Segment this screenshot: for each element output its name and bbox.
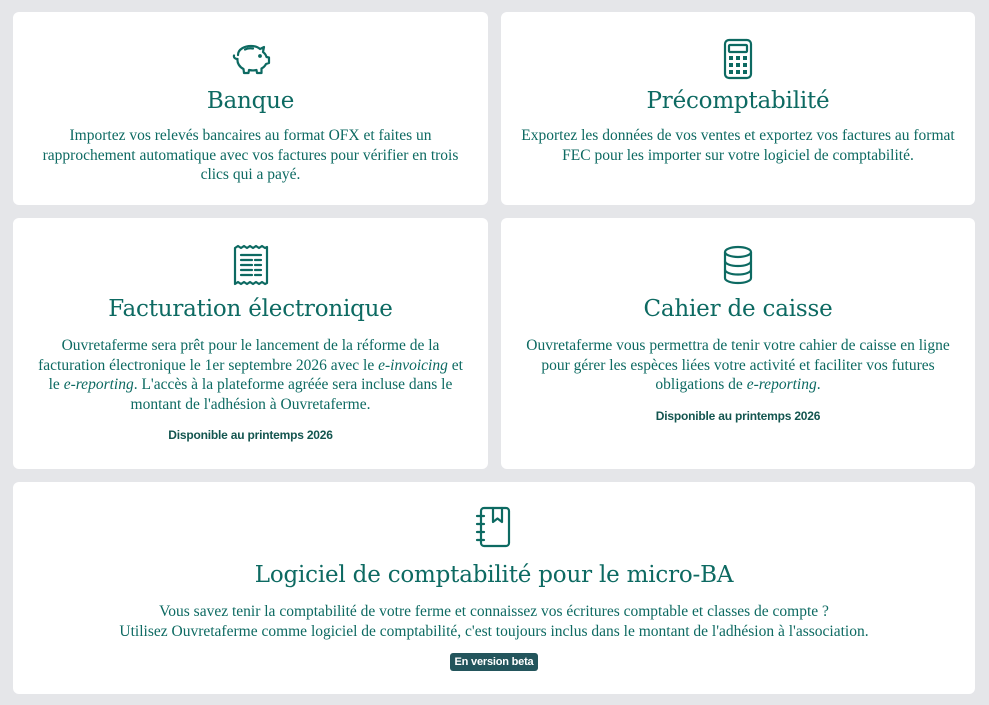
card-description-line-1: Vous savez tenir la comptabilité de votre ferme et connaissez vos écritures comptable et classes de compte ? — [159, 603, 829, 620]
card-description — [521, 336, 955, 395]
desc-emphasis-e-invoicing: e-invoicing — [378, 356, 448, 374]
piggy-bank-icon — [230, 38, 272, 80]
card-title: Cahier de caisse — [643, 296, 833, 322]
feature-card-facturation — [13, 218, 488, 469]
desc-emphasis-e-reporting: e-reporting — [63, 376, 134, 393]
card-description-line-2: Utilisez Ouvretaferme comme logiciel de comptabilité, c'est toujours inclus dans le montant de l'adhésion à l'association. — [119, 622, 869, 640]
card-description: Exportez les données de vos ventes et exportez vos factures au format FEC pour les importer sur votre logiciel de comptabilité. — [521, 127, 955, 164]
desc-text: Ouvretaferme vous permettra de tenir votre cahier de caisse en ligne pour gérer les espèces liées votre activité et faciliter vos futures obligations de — [526, 337, 950, 393]
availability-note: Disponible au printemps 2026 — [655, 408, 821, 423]
database-icon — [717, 244, 759, 286]
availability-note: Disponible au printemps 2026 — [168, 428, 333, 442]
card-description — [33, 336, 468, 414]
desc-text: . — [816, 376, 821, 393]
calculator-icon — [717, 38, 759, 80]
feature-card-cahier-de-caisse — [501, 218, 975, 469]
feature-card-precomptabilite — [501, 12, 975, 205]
desc-text: Ouvretaferme sera prêt pour le lancement de la réforme de la facturation électronique le 1er septembre 2026 avec le — [38, 337, 440, 374]
feature-card-micro-ba — [13, 482, 975, 694]
card-title: Banque — [206, 88, 295, 114]
card-description: Importez vos relevés bancaires au format OFX et faites un rapprochement automatique avec vos factures pour vérifier en trois clics qui a payé. — [42, 127, 459, 183]
feature-card-banque — [13, 12, 488, 205]
desc-text: . L'accès à la plateforme agréée sera incluse dans le montant de l'adhésion à Ouvretaferme. — [130, 376, 453, 413]
card-title: Précomptabilité — [646, 88, 830, 114]
receipt-icon — [230, 244, 272, 286]
desc-text: et le — [48, 356, 463, 393]
desc-emphasis-e-reporting: e-reporting — [746, 376, 817, 393]
beta-badge: En version beta — [450, 653, 539, 671]
card-title: Logiciel de comptabilité pour le micro-BA — [254, 562, 734, 588]
card-title: Facturation électronique — [108, 296, 393, 322]
journal-bookmark-icon — [473, 506, 515, 548]
